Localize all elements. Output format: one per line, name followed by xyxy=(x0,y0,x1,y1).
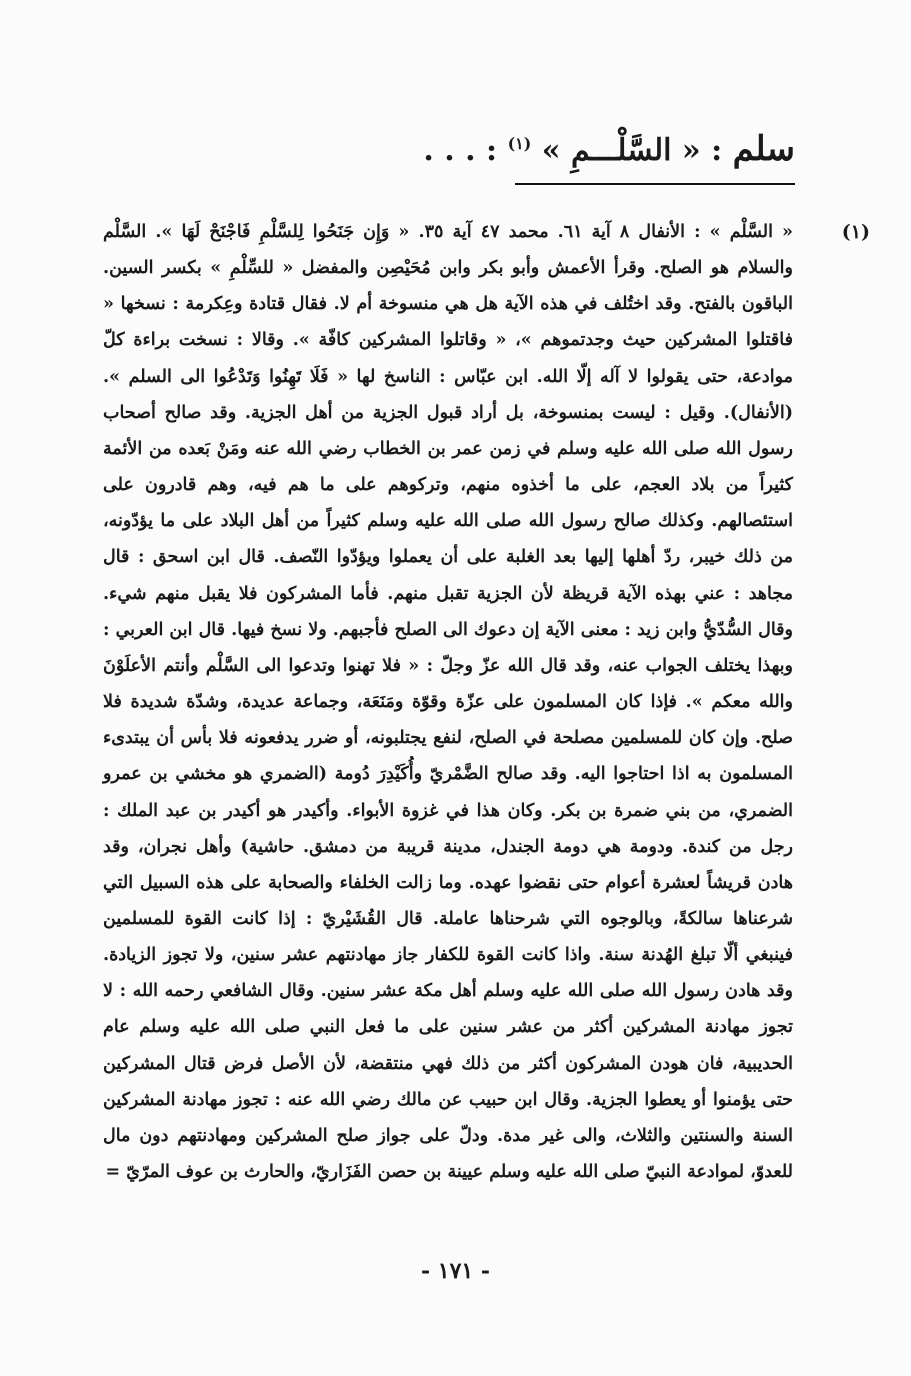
header-divider xyxy=(515,183,795,185)
entry-ellipsis: : . . . xyxy=(423,133,508,168)
page-number: - ١٧١ - xyxy=(420,1258,491,1284)
footnote-label: (١) xyxy=(841,221,870,243)
entry-heading xyxy=(395,122,795,173)
footnote-reference-mark: (١) xyxy=(507,134,532,153)
entry-term: : « السَّلْـــمِ » xyxy=(541,133,733,168)
footnote-body: « السَّلْم » : الأنفال ٨ آية ٦١. محمد ٤٧ آية ٣٥. « وَإِن جَنَحُوا لِلسَّلْمِ فَاجْنَحْ لَهَا ». السَّلْم والسلام هو الصلح. وقرأ الأعمش وأبو بكر وابن مُحَيْصِن والمفضل « للسِّلْمِ » بكسر السين. الباقون بالفتح. وقد اختُلف في هذه الآية هل هي منسوخة أم لا. فقال قتادة وعِكرمة : نسخها « فاقتلوا المشركين حيث وجدتموهم »، « وقاتلوا المشركين كافّة ». وقالا : نسخت براءة كلّ موادعة، حتى يقولوا لا آله إلّا الله. ابن عبّاس : الناسخ لها « فَلَا تَهِنُوا وَتَدْعُوا الى السلم ». (الأنفال). وقيل : ليست بمنسوخة، بل أراد قبول الجزية من أهل الجزية. وقد صالح أصحاب رسول الله صلى الله عليه وسلم في زمن عمر بن الخطاب رضي الله عنه ومَنْ بَعده من الأئمة كثيراً من بلاد العجم، على ما أخذوه منهم، وتركوهم على ما هم فيه، وهم قادرون على استئصالهم. وكذلك صالح رسول الله صلى الله عليه وسلم كثيراً من أهل البلاد على ما يؤدّونه، من ذلك خيبر، ردّ أهلها إليها بعد الغلبة على أن يعملوا ويؤدّوا النّصف. قال ابن اسحق : قال مجاهد : عني بهذه الآية قريظة لأن الجزية تقبل منهم. فأما المشركون فلا يقبل منهم شيء. وقال السُّدّيُّ وابن زيد : معنى الآية إن دعوك الى الصلح فأجبهم. ولا نسخ فيها. قال ابن العربي : وبهذا يختلف الجواب عنه، وقد قال الله عزّ وجلّ : « فلا تهنوا وتدعوا الى السَّلْم وأنتم الأعلَوْنَ والله معكم ». فإذا كان المسلمون على عزّة وقوّة ومَنَعَة، وجماعة عديدة، وشدّة شديدة فلا صلح. وإن كان للمسلمين مصلحة في الصلح، لنفع يجتلبونه، أو ضرر يدفعونه فلا بأس أن يبتدىء المسلمون به اذا احتاجوا اليه. وقد صالح الضَّمْريّ وأُكَيْدِرَ دُومة (الضمري هو مخشي بن عمرو الضمري، من بني ضمرة بن بكر. وكان هذا في غزوة الأبواء. وأكيدر هو أكيدر بن عبد الملك : رجل من كندة. ودومة هي دومة الجندل، مدينة قريبة من دمشق. حاشية) وأهل نجران، وقد هادن قريشاً لعشرة أعوام حتى نقضوا عهده. وما زالت الخلفاء والصحابة على هذه السبيل التي شرعناها سالكةً، وبالوجوه التي شرحناها عاملة. قال القُشَيْريّ : إذا كانت القوة للمسلمين فينبغي ألّا تبلغ الهُدنة سنة. واذا كانت القوة للكفار جاز مهادنتهم عشر سنين، ولا تجوز الزيادة. وقد هادن رسول الله صلى الله عليه وسلم أهل مكة عشر سنين. وقال الشافعي رحمه الله : لا تجوز مهادنة المشركين أكثر من عشر سنين على ما فعل النبي صلى الله عليه وسلم عام الحديبية، فان هودن المشركون أكثر من ذلك فهي منتقضة، لأن الأصل فرض قتال المشركين حتى يؤمنوا أو يعطوا الجزية. وقال ابن حبيب عن مالك رضي الله عنه : تجوز مهادنة المشركين السنة والسنتين والثلاث، والى غير مدة. ودلّ على جواز صلح المشركين ومهادنتهم دون مال للعدوّ، لموادعة النبيّ صلى الله عليه وسلم عيينة بن حصن الفَزَاريّ، والحارث بن عوف المرّيّ = xyxy=(103,222,793,1183)
entry-word: سلم xyxy=(732,129,795,169)
